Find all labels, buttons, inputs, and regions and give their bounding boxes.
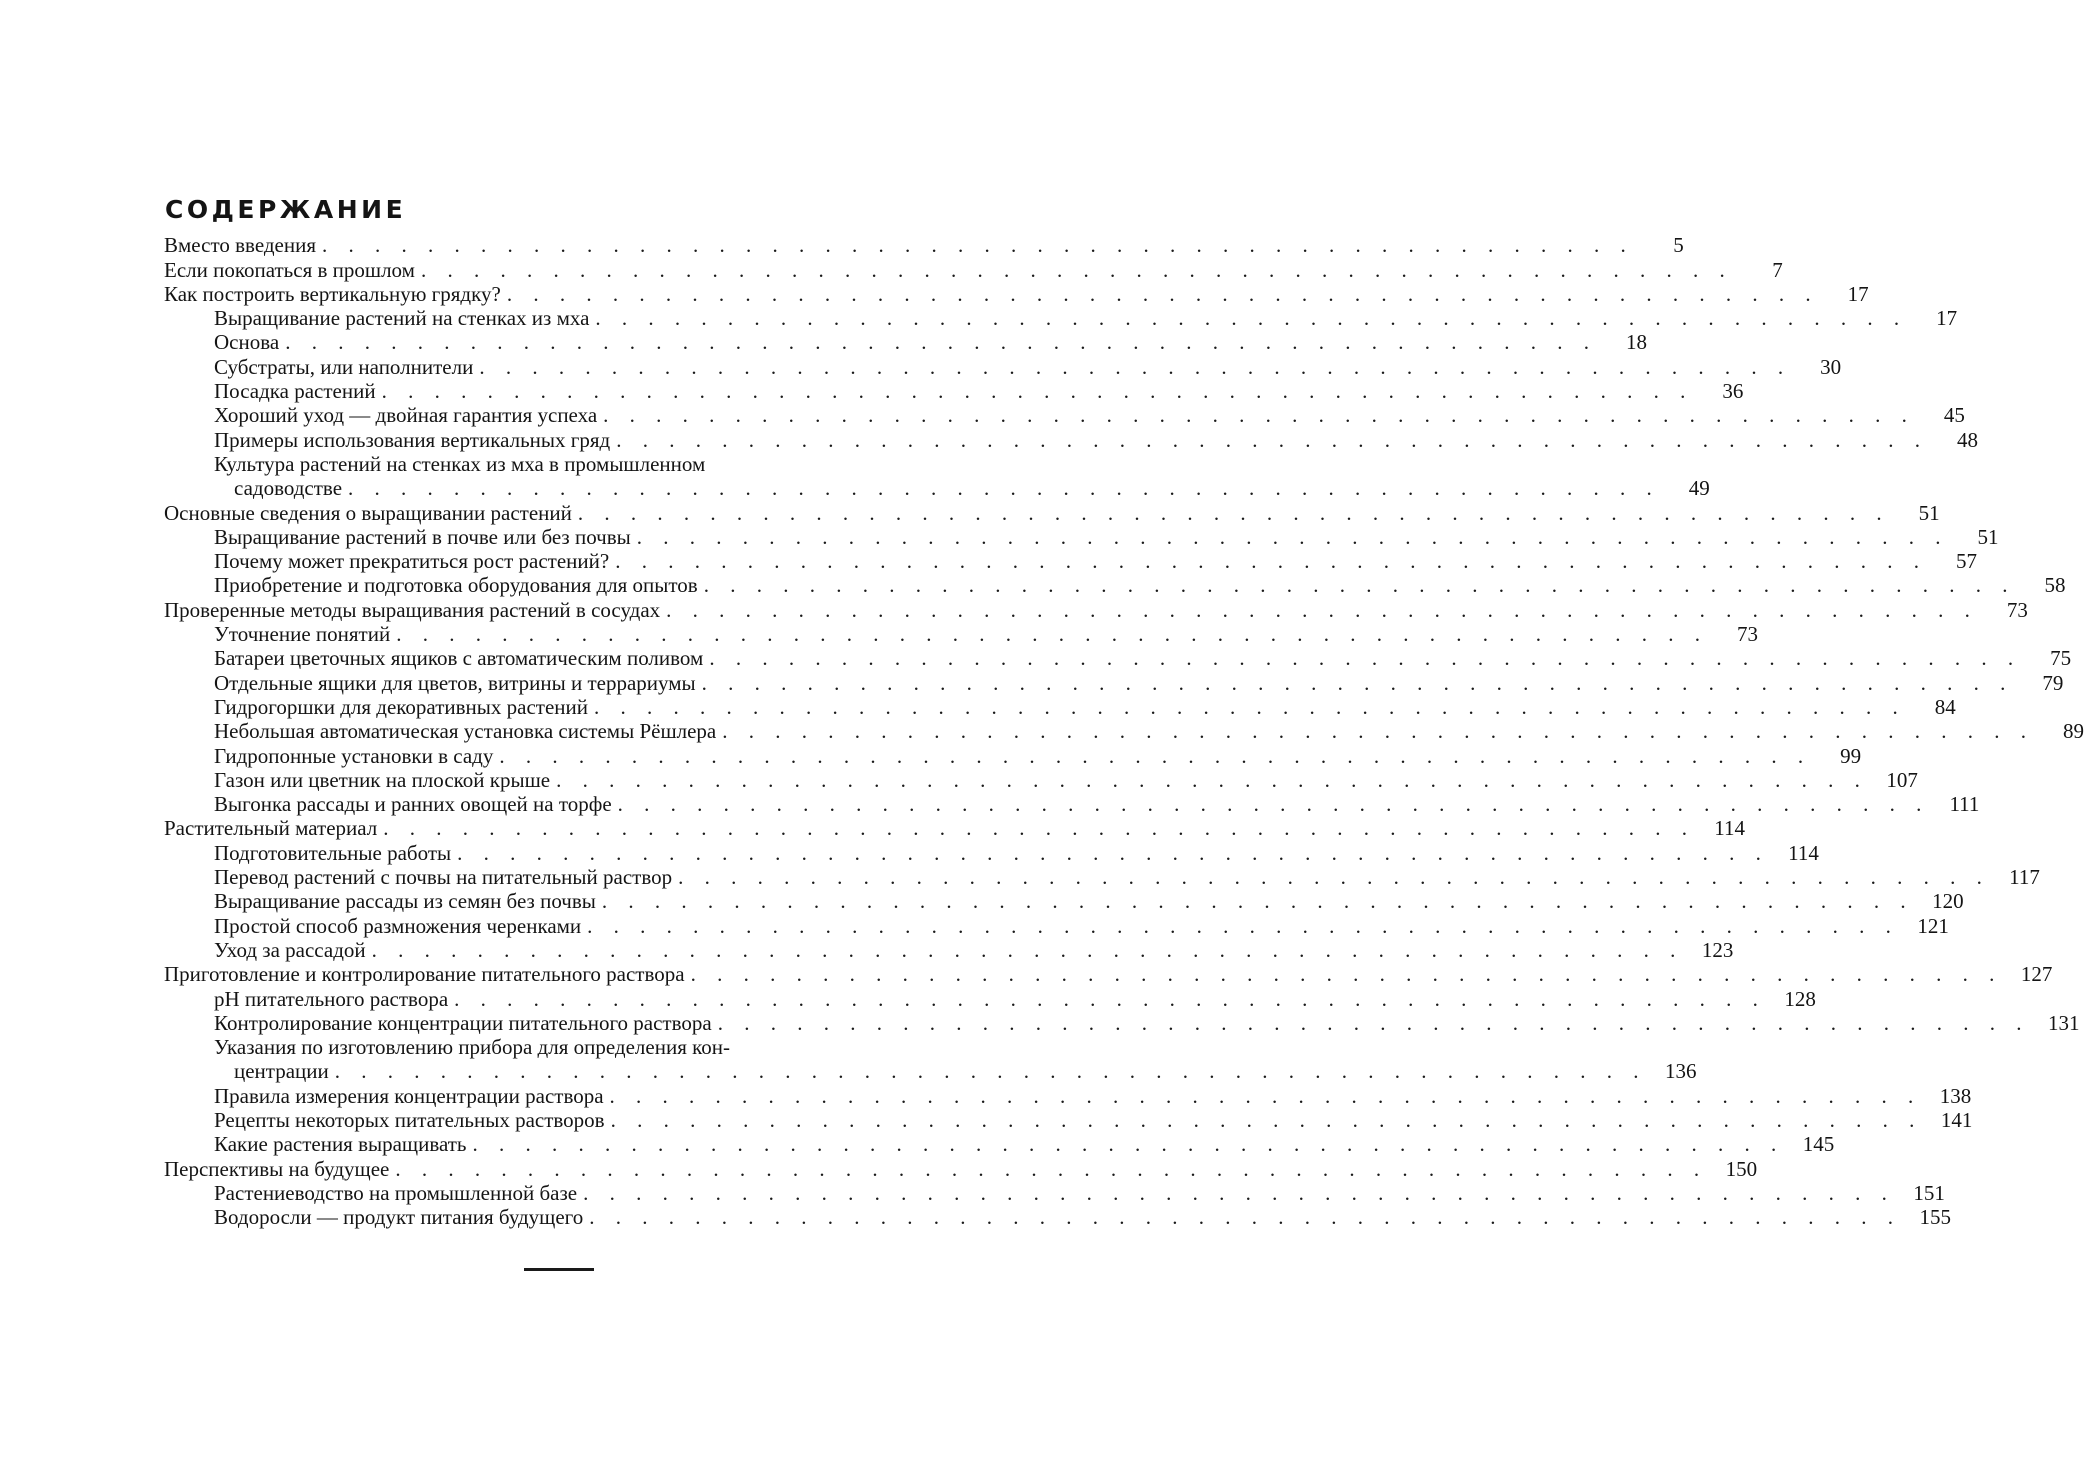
toc-entry [164, 888, 1964, 914]
toc-leader-dots: . . . . . . . . . . . . . . . . . . . . . . . . . . . . . . . . . . . . . . . . . . . . . . . . . . [709, 646, 2022, 671]
toc-entry-title: Отдельные ящики для цветов, витрины и террариумы [214, 670, 696, 695]
toc-entry [164, 378, 1744, 404]
toc-leader-dots: . . . . . . . . . . . . . . . . . . . . . . . . . . . . . . . . . . . . . . . . . . . . . . . . . . [594, 694, 1906, 719]
toc-entry-title: садоводстве [234, 476, 343, 501]
toc-entry-title: Перевод растений с почвы на питательный раствор [214, 865, 673, 890]
toc-entry-title: Гидрогоршки для декоративных растений [214, 694, 588, 719]
toc-entry-page: 73 [2006, 597, 2028, 622]
toc-leader-dots: . . . . . . . . . . . . . . . . . . . . . . . . . . . . . . . . . . . . . . . . . . . . . . . . . . [666, 597, 1978, 622]
toc-entry [164, 912, 1949, 938]
toc-entry [164, 669, 2064, 695]
toc-entry-title: Выгонка рассады и ранних овощей на торфе [214, 792, 612, 817]
toc-leader-dots: . . . . . . . . . . . . . . . . . . . . . . . . . . . . . . . . . . . . . . . . . . . . . . . . . . [589, 1205, 1902, 1230]
toc-entry-page: 89 [2063, 719, 2084, 744]
toc-entry-page: 49 [1688, 476, 1710, 501]
toc-leader-dots: . . . . . . . . . . . . . . . . . . . . . . . . . . . . . . . . . . . . . . . . . . . . . . . . . . [454, 986, 1766, 1011]
toc-entry [164, 621, 1758, 647]
toc-leader-dots: . . . . . . . . . . . . . . . . . . . . . . . . . . . . . . . . . . . . . . . . . . . . . . . . . . [381, 379, 1694, 404]
toc-leader-dots: . . . . . . . . . . . . . . . . . . . . . . . . . . . . . . . . . . . . . . . . . . . . . . . . . . [722, 719, 2034, 744]
toc-leader-dots: . . . . . . . . . . . . . . . . . . . . . . . . . . . . . . . . . . . . . . . . . . . . . . . . . . [595, 306, 1908, 331]
toc-leader-dots: . . . . . . . . . . . . . . . . . . . . . . . . . . . . . . . . . . . . . . . . . . . . . . . . . . [556, 767, 1868, 792]
toc-entry-title: рН питательного раствора [214, 986, 449, 1011]
toc-entry-page: 17 [1847, 281, 1869, 306]
toc-leader-dots: . . . . . . . . . . . . . . . . . . . . . . . . . . . . . . . . . . . . . . . . . . . . . . . . . . [371, 937, 1684, 962]
toc-entry-page: 114 [1714, 816, 1746, 841]
toc-entry-title: Почему может прекратиться рост растений? [214, 549, 610, 574]
toc-entry [164, 767, 1918, 792]
toc-entry-title: Водоросли — продукт питания будущего [214, 1205, 584, 1230]
toc-entry [164, 718, 2084, 744]
end-rule-divider [524, 1268, 594, 1271]
toc-leader-dots: . . . . . . . . . . . . . . . . . . . . . . . . . . . . . . . . . . . . . . . . . . . . . . . . . . [396, 622, 1708, 647]
toc-entry-title: Уход за рассадой [214, 937, 366, 962]
toc-entry-title: Субстраты, или наполнители [214, 354, 474, 379]
toc-leader-dots: . . . . . . . . . . . . . . . . . . . . . . . . . . . . . . . . . . . . . . . . . . . . . . . . . . [615, 549, 1927, 574]
toc-leader-dots: . . . . . . . . . . . . . . . . . . . . . . . . . . . . . . . . . . . . . . . . . . . . . . . . . . [609, 1083, 1922, 1108]
toc-entry [164, 961, 2053, 987]
toc-leader-dots: . . . . . . . . . . . . . . . . . . . . . . . . . . . . . . . . . . . . . . . . . . . . . . . . . . [479, 354, 1792, 379]
toc-entry [164, 499, 1940, 525]
toc-entry-title: Какие растения выращивать [214, 1132, 467, 1157]
toc-entry-page: 121 [1917, 913, 1949, 938]
toc-entry-page: 145 [1802, 1132, 1835, 1157]
toc-entry-title: Газон или цветник на плоской крыше [214, 767, 551, 792]
toc-entry [164, 451, 930, 475]
toc-entry [164, 1180, 1945, 1205]
toc-leader-dots: . . . . . . . . . . . . . . . . . . . . . . . . . . . . . . . . . . . . . . . . . . . . . . . . . . [636, 524, 1949, 549]
toc-entry [164, 1204, 1952, 1230]
toc-leader-dots: . . . . . . . . . . . . . . . . . . . . . . . . . . . . . . . . . . . . . . . . . . . . . . . . . . [577, 500, 1890, 525]
toc-entry [164, 742, 1862, 768]
toc-leader-dots: . . . . . . . . . . . . . . . . . . . . . . . . . . . . . . . . . . . . . . . . . . . . . . . . . . [395, 1156, 1708, 1181]
toc-entry [164, 1058, 1697, 1084]
toc-entry-page: 5 [1673, 233, 1684, 258]
toc-entry [164, 1082, 1972, 1108]
toc-entry-page: 114 [1788, 840, 1819, 865]
toc-entry-page: 17 [1936, 306, 1958, 331]
table-of-contents [164, 232, 2084, 1230]
toc-leader-dots: . . . . . . . . . . . . . . . . . . . . . . . . . . . . . . . . . . . . . . . . . . . . . . . . . . [603, 403, 1915, 428]
toc-entry-page: 117 [2009, 865, 2040, 890]
toc-entry-title: Правила измерения концентрации раствора [214, 1083, 604, 1108]
toc-entry-page: 151 [1913, 1180, 1945, 1205]
toc-entry [164, 864, 2040, 890]
toc-entry-page: 127 [2020, 962, 2053, 987]
toc-entry [164, 305, 1958, 331]
toc-entry [164, 353, 1842, 379]
toc-entry-title: Растениеводство на промышленной базе [214, 1180, 578, 1205]
toc-entry-page: 18 [1625, 330, 1647, 355]
toc-entry [164, 1034, 930, 1058]
toc-entry [164, 572, 2066, 598]
toc-entry-title: центрации [234, 1059, 329, 1084]
toc-entry-page: 57 [1955, 549, 1977, 574]
toc-leader-dots: . . . . . . . . . . . . . . . . . . . . . . . . . . . . . . . . . . . . . . . . . . . . . . . . . . [601, 889, 1914, 914]
toc-entry-page: 99 [1840, 743, 1862, 768]
toc-entry-title: Контролирование концентрации питательного раствора [214, 1010, 712, 1035]
toc-entry-title: Примеры использования вертикальных гряд [214, 427, 611, 452]
toc-entry-title: Посадка растений [214, 379, 376, 404]
toc-entry [164, 596, 2028, 622]
toc-entry-page: 155 [1919, 1205, 1952, 1230]
toc-entry-page: 7 [1772, 257, 1783, 282]
toc-entry-title: Выращивание растений на стенках из мха [214, 306, 590, 331]
toc-entry [164, 815, 1746, 841]
page-title: СОДЕРЖАНИЕ [165, 195, 407, 224]
toc-leader-dots: . . . . . . . . . . . . . . . . . . . . . . . . . . . . . . . . . . . . . . . . . . . . . . . . . . [420, 257, 1733, 282]
toc-entry [164, 694, 1956, 719]
toc-entry-page: 73 [1736, 622, 1758, 647]
toc-entry [164, 1131, 1835, 1157]
toc-entry-title: Культура растений на стенках из мха в промышленном [214, 451, 706, 476]
toc-entry-page: 30 [1820, 354, 1842, 379]
toc-entry [164, 524, 1999, 549]
toc-entry [164, 985, 1816, 1011]
toc-entry-title: Основа [214, 330, 280, 355]
toc-entry-title: Если покопаться в прошлом [164, 257, 415, 282]
toc-leader-dots: . . . . . . . . . . . . . . . . . . . . . . . . . . . . . . . . . . . . . . . . . . . . . . . . . . [583, 1180, 1895, 1205]
toc-entry [164, 402, 1965, 428]
toc-entry-page: 141 [1940, 1107, 1973, 1132]
toc-entry-title: Растительный материал [164, 816, 378, 841]
toc-entry-page: 138 [1939, 1083, 1972, 1108]
toc-entry-page: 123 [1701, 937, 1734, 962]
toc-entry-title: Приобретение и подготовка оборудования для опытов [214, 573, 698, 598]
toc-leader-dots: . . . . . . . . . . . . . . . . . . . . . . . . . . . . . . . . . . . . . . . . . . . . . . . . . . [690, 962, 2003, 987]
toc-entry-title: Выращивание растений в почве или без почвы [214, 524, 631, 549]
toc-entry-title: Вместо введения [164, 233, 317, 258]
toc-leader-dots: . . . . . . . . . . . . . . . . . . . . . . . . . . . . . . . . . . . . . . . . . . . . . . . . . . [457, 840, 1769, 865]
toc-entry-page: 136 [1665, 1059, 1697, 1084]
toc-entry [164, 475, 1710, 501]
toc-leader-dots: . . . . . . . . . . . . . . . . . . . . . . . . . . . . . . . . . . . . . . . . . . . . . . . . . . [616, 427, 1928, 452]
toc-leader-dots: . . . . . . . . . . . . . . . . . . . . . . . . . . . . . . . . . . . . . . . . . . . . . . . . . . [610, 1107, 1923, 1132]
toc-leader-dots: . . . . . . . . . . . . . . . . . . . . . . . . . . . . . . . . . . . . . . . . . . . . . . . . . . [703, 573, 2016, 598]
toc-entry-page: 75 [2050, 646, 2072, 671]
toc-entry [164, 1155, 1758, 1181]
toc-entry [164, 1010, 2080, 1035]
toc-entry-page: 84 [1934, 694, 1956, 719]
toc-entry-title: Указания по изготовлению прибора для определения кон- [214, 1035, 730, 1060]
toc-leader-dots: . . . . . . . . . . . . . . . . . . . . . . . . . . . . . . . . . . . . . . . . . . . . . . . . . . [334, 1059, 1647, 1084]
toc-leader-dots: . . . . . . . . . . . . . . . . . . . . . . . . . . . . . . . . . . . . . . . . . . . . . . . . . . [285, 330, 1597, 355]
toc-entry-title: Простой способ размножения черенками [214, 913, 582, 938]
toc-entry-title: Уточнение понятий [214, 622, 391, 647]
toc-entry-page: 36 [1722, 379, 1744, 404]
toc-leader-dots: . . . . . . . . . . . . . . . . . . . . . . . . . . . . . . . . . . . . . . . . . . . . . . . . . . [322, 233, 1634, 258]
toc-leader-dots: . . . . . . . . . . . . . . . . . . . . . . . . . . . . . . . . . . . . . . . . . . . . . . . . . . [348, 476, 1660, 501]
toc-entry-title: Перспективы на будущее [164, 1156, 390, 1181]
toc-entry [164, 645, 2072, 671]
toc-entry-page: 79 [2042, 670, 2064, 695]
toc-entry-title: Подготовительные работы [214, 840, 452, 865]
toc-entry [164, 1107, 1973, 1132]
toc-entry [164, 281, 1869, 306]
toc-entry [164, 426, 1978, 452]
toc-entry-page: 150 [1725, 1156, 1758, 1181]
toc-leader-dots: . . . . . . . . . . . . . . . . . . . . . . . . . . . . . . . . . . . . . . . . . . . . . . . . . . [587, 913, 1899, 938]
toc-entry-title: Выращивание рассады из семян без почвы [214, 889, 596, 914]
toc-entry-page: 45 [1943, 403, 1965, 428]
toc-entry-page: 111 [1949, 792, 1980, 817]
toc-entry-page: 128 [1784, 986, 1816, 1011]
toc-entry-title: Приготовление и контролирование питательного раствора [164, 962, 685, 987]
toc-leader-dots: . . . . . . . . . . . . . . . . . . . . . . . . . . . . . . . . . . . . . . . . . . . . . . . . . . [383, 816, 1696, 841]
toc-entry-page: 51 [1918, 500, 1940, 525]
toc-entry-title: Батареи цветочных ящиков с автоматическим поливом [214, 646, 704, 671]
toc-entry-title: Рецепты некоторых питательных растворов [214, 1107, 605, 1132]
toc-entry [164, 937, 1734, 962]
toc-entry-title: Небольшая автоматическая установка системы Рёшлера [214, 719, 717, 744]
toc-entry-title: Как построить вертикальную грядку? [164, 281, 501, 306]
toc-entry-page: 107 [1886, 767, 1918, 792]
toc-entry [164, 548, 1977, 574]
toc-entry-page: 120 [1932, 889, 1964, 914]
toc-entry [164, 329, 1647, 355]
toc-leader-dots: . . . . . . . . . . . . . . . . . . . . . . . . . . . . . . . . . . . . . . . . . . . . . . . . . . [472, 1132, 1785, 1157]
toc-leader-dots: . . . . . . . . . . . . . . . . . . . . . . . . . . . . . . . . . . . . . . . . . . . . . . . . . . [499, 743, 1812, 768]
toc-leader-dots: . . . . . . . . . . . . . . . . . . . . . . . . . . . . . . . . . . . . . . . . . . . . . . . . . . [717, 1010, 2030, 1035]
toc-entry-title: Хороший уход — двойная гарантия успеха [214, 403, 598, 428]
toc-entry-page: 131 [2047, 1010, 2080, 1035]
toc-entry [164, 256, 1783, 282]
toc-entry [164, 839, 1819, 865]
toc-entry-title: Проверенные методы выращивания растений в сосудах [164, 597, 661, 622]
toc-entry-title: Основные сведения о выращивании растений [164, 500, 572, 525]
toc-entry-title: Гидропонные установки в саду [214, 743, 494, 768]
toc-entry-page: 51 [1977, 524, 1999, 549]
toc-entry [164, 232, 1684, 258]
toc-entry-page: 48 [1956, 427, 1978, 452]
toc-leader-dots: . . . . . . . . . . . . . . . . . . . . . . . . . . . . . . . . . . . . . . . . . . . . . . . . . . [678, 865, 1990, 890]
toc-entry-page: 58 [2044, 573, 2066, 598]
toc-entry [164, 791, 1980, 817]
toc-leader-dots: . . . . . . . . . . . . . . . . . . . . . . . . . . . . . . . . . . . . . . . . . . . . . . . . . . [701, 670, 2014, 695]
toc-leader-dots: . . . . . . . . . . . . . . . . . . . . . . . . . . . . . . . . . . . . . . . . . . . . . . . . . . [506, 281, 1819, 306]
toc-leader-dots: . . . . . . . . . . . . . . . . . . . . . . . . . . . . . . . . . . . . . . . . . . . . . . . . . . [617, 792, 1930, 817]
